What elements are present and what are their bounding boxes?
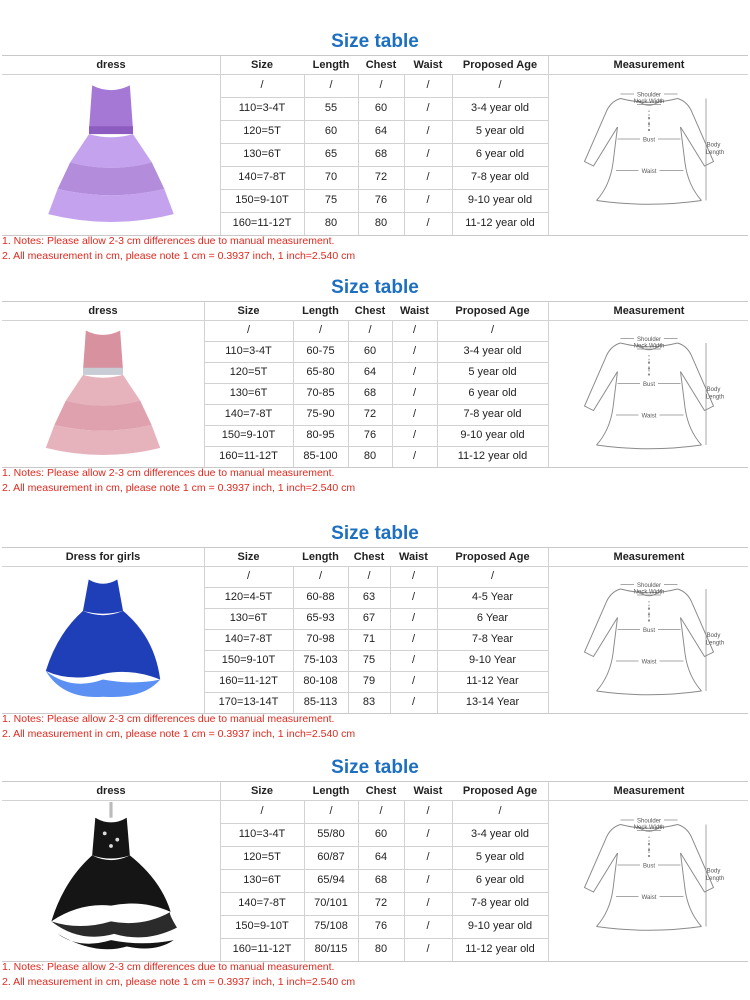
table-cell: / xyxy=(412,366,417,378)
bust-label: Bust xyxy=(642,863,656,870)
table-cell: 68 xyxy=(374,148,388,160)
measurement-illustration xyxy=(574,804,724,949)
table-cell: 5 year old xyxy=(475,851,525,863)
shoulder-label: Shoulder xyxy=(636,582,662,589)
table-cell: 55/80 xyxy=(317,828,345,840)
svg-text:Length: Length xyxy=(705,876,724,882)
measurement-illustration xyxy=(574,78,724,223)
table-cell: 65 xyxy=(324,148,338,160)
table-cell: 80 xyxy=(324,217,338,229)
neck-width-label: Neck Width xyxy=(633,343,665,350)
table-cell: 5 year old xyxy=(475,125,525,137)
table-cell: / xyxy=(498,79,502,91)
chest-column-header: Chest xyxy=(353,551,385,563)
size-table-title: Size table xyxy=(331,31,419,52)
table-cell: / xyxy=(260,805,264,817)
measurement-illustration xyxy=(574,570,724,712)
table-cell: 6 year old xyxy=(475,148,525,160)
column-divider xyxy=(548,56,549,235)
table-cell: 160=11-12T xyxy=(232,217,292,229)
chest-column-header: Chest xyxy=(354,305,386,317)
waist-column-header: Waist xyxy=(399,551,428,563)
table-cell: 55 xyxy=(324,102,338,114)
table-cell: 110=3-4T xyxy=(238,102,286,114)
measurement-diagram xyxy=(574,570,724,707)
size-table-block xyxy=(0,755,750,996)
age-column-header: Proposed Age xyxy=(462,785,538,797)
shoulder-label: Shoulder xyxy=(636,336,662,343)
table-cell: / xyxy=(329,805,333,817)
table-cell: / xyxy=(318,324,323,336)
svg-text:Length: Length xyxy=(705,640,724,647)
bust-label: Bust xyxy=(642,137,656,144)
table-cell: / xyxy=(368,324,372,336)
table-cell: 70/101 xyxy=(314,897,348,909)
dress-photo xyxy=(6,76,216,238)
table-cell: / xyxy=(411,675,416,687)
measurement-diagram xyxy=(574,804,724,944)
size-table-title: Size table xyxy=(331,757,419,778)
table-cell: 130=6T xyxy=(243,874,281,886)
neck-width-label: Neck Width xyxy=(633,589,665,596)
table-cell: 110=3-4T xyxy=(225,345,272,357)
age-column-header: Proposed Age xyxy=(455,305,530,317)
table-cell: 11-12 year old xyxy=(465,217,535,229)
table-cell: 3-4 year old xyxy=(470,102,530,114)
table-cell: 64 xyxy=(374,125,388,137)
table-cell: 68 xyxy=(363,387,377,399)
waist-column-header: Waist xyxy=(400,305,429,317)
size-table xyxy=(2,547,748,714)
table-cell: 80 xyxy=(374,217,388,229)
table-cell: / xyxy=(411,612,416,624)
table-cell: 140=7-8T xyxy=(224,408,273,420)
size-table-block xyxy=(0,275,750,502)
measurement-diagram xyxy=(574,324,724,461)
table-cell: 130=6T xyxy=(229,387,268,399)
table-cell: / xyxy=(498,805,502,817)
table-cell: / xyxy=(490,324,495,336)
measurement-column-header: Measurement xyxy=(613,551,685,563)
table-cell: 80 xyxy=(374,943,388,955)
table-cell: 6 year old xyxy=(475,874,525,886)
table-cell: 67 xyxy=(362,612,376,624)
table-cell: / xyxy=(426,943,430,955)
table-cell: / xyxy=(246,324,251,336)
table-cell: 9-10 year old xyxy=(467,194,533,206)
table-cell: 65/94 xyxy=(317,874,345,886)
dress-photo xyxy=(18,568,188,716)
table-cell: / xyxy=(426,194,430,206)
dress-photo xyxy=(16,802,206,964)
table-cell: 11-12 Year xyxy=(466,675,519,687)
table-cell: 9-10 year old xyxy=(460,429,525,441)
length-column-header: Length xyxy=(302,305,339,317)
table-cell: / xyxy=(412,408,417,420)
measurement-illustration xyxy=(574,324,724,466)
measurement-column-header: Measurement xyxy=(613,305,685,317)
product-column-header: dress xyxy=(88,305,118,317)
svg-text:Length: Length xyxy=(705,150,724,156)
table-cell: 68 xyxy=(374,874,388,886)
table-cell: / xyxy=(412,345,417,357)
column-divider xyxy=(548,548,549,713)
table-cell: 11-12 year old xyxy=(457,450,528,462)
waist-label: Waist xyxy=(641,659,657,666)
table-cell: / xyxy=(246,570,251,582)
table-cell: 150=9-10T xyxy=(221,654,276,666)
table-cell: / xyxy=(426,805,430,817)
table-cell: / xyxy=(379,79,383,91)
table-cell: 7-8 year old xyxy=(470,171,530,183)
table-cell: / xyxy=(329,79,333,91)
table-cell: / xyxy=(260,79,264,91)
table-cell: 120=5T xyxy=(243,851,281,863)
table-cell: 80-108 xyxy=(303,675,338,687)
table-cell: 130=6T xyxy=(243,148,281,160)
table-cell: / xyxy=(426,171,430,183)
table-cell: 80/115 xyxy=(314,943,348,955)
table-cell: 9-10 year old xyxy=(467,920,533,932)
table-cell: 80 xyxy=(363,450,377,462)
table-cell: / xyxy=(412,387,417,399)
table-cell: / xyxy=(411,591,416,603)
table-cell: 170=13-14T xyxy=(218,696,279,708)
table-cell: 60 xyxy=(363,345,377,357)
size-table-block xyxy=(0,29,750,270)
waist-column-header: Waist xyxy=(413,59,443,71)
table-cell: 6 Year xyxy=(476,612,509,624)
table-cell: 60-88 xyxy=(306,591,335,603)
table-cell: 13-14 Year xyxy=(465,696,520,708)
table-cell: 75/108 xyxy=(314,920,348,932)
column-divider xyxy=(548,782,549,961)
table-cell: 63 xyxy=(362,591,376,603)
table-cell: 72 xyxy=(374,171,388,183)
table-cell: / xyxy=(426,217,430,229)
table-cell: / xyxy=(426,102,430,114)
table-cell: / xyxy=(367,570,371,582)
table-cell: 9-10 Year xyxy=(468,654,517,666)
table-cell: / xyxy=(412,429,417,441)
measurement-note: 1. Notes: Please allow 2-3 cm differences due to manual measurement. xyxy=(2,235,335,247)
neck-width-label: Neck Width xyxy=(633,825,665,831)
table-cell: / xyxy=(426,897,430,909)
table-cell: / xyxy=(426,920,430,932)
body-length-label: Body xyxy=(706,633,721,639)
table-cell: / xyxy=(490,570,495,582)
size-table xyxy=(2,301,748,468)
measurement-note: 1. Notes: Please allow 2-3 cm differences due to manual measurement. xyxy=(2,713,335,725)
chest-column-header: Chest xyxy=(365,59,397,71)
measurement-note: 2. All measurement in cm, please note 1 cm = 0.3937 inch, 1 inch=2.540 cm xyxy=(2,728,356,740)
table-cell: 64 xyxy=(363,366,377,378)
table-cell: 120=5T xyxy=(243,125,281,137)
table-cell: 76 xyxy=(374,194,388,206)
measurement-diagram xyxy=(574,78,724,218)
size-column-header: Size xyxy=(237,551,260,563)
table-cell: 75 xyxy=(362,654,376,666)
table-cell: 75 xyxy=(324,194,338,206)
table-cell: / xyxy=(426,125,430,137)
table-cell: 65-93 xyxy=(306,612,335,624)
table-cell: 140=7-8T xyxy=(224,633,273,645)
table-cell: 140=7-8T xyxy=(238,171,286,183)
size-table-block xyxy=(0,521,750,748)
measurement-note: 2. All measurement in cm, please note 1 cm = 0.3937 inch, 1 inch=2.540 cm xyxy=(2,976,356,988)
table-cell: 160=11-12T xyxy=(232,943,292,955)
table-cell: 75-103 xyxy=(303,654,338,666)
table-cell: 75-90 xyxy=(306,408,335,420)
waist-label: Waist xyxy=(641,168,657,175)
table-cell: 60 xyxy=(374,828,388,840)
table-cell: / xyxy=(426,851,430,863)
neck-width-label: Neck Width xyxy=(633,99,665,105)
table-cell: 76 xyxy=(363,429,377,441)
bust-label: Bust xyxy=(642,627,656,634)
table-cell: 110=3-4T xyxy=(238,828,286,840)
body-length-label: Body xyxy=(706,868,721,875)
table-cell: / xyxy=(411,633,416,645)
size-column-header: Size xyxy=(237,305,260,317)
table-cell: 160=11-12T xyxy=(219,675,278,687)
table-cell: / xyxy=(426,79,430,91)
table-cell: 71 xyxy=(362,633,376,645)
table-cell: 72 xyxy=(374,897,388,909)
measurement-note: 1. Notes: Please allow 2-3 cm differences due to manual measurement. xyxy=(2,467,335,479)
table-cell: 80-95 xyxy=(306,429,335,441)
table-cell: 70-98 xyxy=(306,633,335,645)
table-cell: 150=9-10T xyxy=(235,920,289,932)
bust-label: Bust xyxy=(642,381,656,388)
table-cell: 65-80 xyxy=(306,366,335,378)
product-column-header: dress xyxy=(96,59,126,71)
svg-text:Length: Length xyxy=(705,394,724,401)
age-column-header: Proposed Age xyxy=(462,59,538,71)
table-cell: 76 xyxy=(374,920,388,932)
shoulder-label: Shoulder xyxy=(636,818,662,825)
table-cell: 79 xyxy=(362,675,376,687)
table-cell: 150=9-10T xyxy=(235,194,289,206)
size-table-title: Size table xyxy=(331,523,419,544)
table-cell: 3-4 year old xyxy=(463,345,522,357)
table-cell: 70 xyxy=(324,171,338,183)
table-cell: 7-8 year old xyxy=(470,897,530,909)
product-column-header: dress xyxy=(96,785,126,797)
length-column-header: Length xyxy=(302,551,339,563)
table-cell: / xyxy=(426,148,430,160)
table-cell: 120=4-5T xyxy=(224,591,273,603)
table-cell: / xyxy=(426,874,430,886)
table-cell: / xyxy=(379,805,383,817)
age-column-header: Proposed Age xyxy=(455,551,530,563)
table-cell: 64 xyxy=(374,851,388,863)
measurement-note: 2. All measurement in cm, please note 1 cm = 0.3937 inch, 1 inch=2.540 cm xyxy=(2,482,356,494)
table-cell: / xyxy=(411,696,416,708)
product-column-header: Dress for girls xyxy=(65,551,141,563)
table-cell: / xyxy=(412,324,417,336)
waist-column-header: Waist xyxy=(413,785,443,797)
table-cell: 6 year old xyxy=(468,387,517,399)
size-column-header: Size xyxy=(250,59,273,71)
table-cell: 140=7-8T xyxy=(238,897,286,909)
measurement-note: 1. Notes: Please allow 2-3 cm differences due to manual measurement. xyxy=(2,961,335,973)
length-column-header: Length xyxy=(312,785,350,797)
table-cell: 7-8 Year xyxy=(472,633,513,645)
shoulder-label: Shoulder xyxy=(636,92,662,99)
table-cell: 60 xyxy=(374,102,388,114)
table-cell: 85-113 xyxy=(303,696,338,708)
measurement-column-header: Measurement xyxy=(613,59,685,71)
table-cell: / xyxy=(411,654,416,666)
table-cell: 85-100 xyxy=(303,450,338,462)
table-cell: / xyxy=(412,450,417,462)
table-cell: 60-75 xyxy=(306,345,335,357)
table-cell: 130=6T xyxy=(229,612,268,624)
table-cell: 70-85 xyxy=(306,387,335,399)
column-divider xyxy=(548,302,549,467)
table-cell: 120=5T xyxy=(229,366,268,378)
size-table-title: Size table xyxy=(331,277,419,298)
table-cell: 4-5 Year xyxy=(472,591,513,603)
table-cell: 83 xyxy=(362,696,376,708)
chest-column-header: Chest xyxy=(365,785,397,797)
measurement-note: 2. All measurement in cm, please note 1 cm = 0.3937 inch, 1 inch=2.540 cm xyxy=(2,250,356,262)
dress-photo xyxy=(18,322,188,470)
body-length-label: Body xyxy=(706,142,721,149)
table-cell: 160=11-12T xyxy=(219,450,278,462)
waist-label: Waist xyxy=(641,894,657,901)
table-cell: / xyxy=(411,570,416,582)
size-table xyxy=(2,781,748,962)
table-cell: / xyxy=(318,570,323,582)
waist-label: Waist xyxy=(641,413,657,420)
size-column-header: Size xyxy=(250,785,273,797)
table-cell: 7-8 year old xyxy=(463,408,522,420)
table-cell: 11-12 year old xyxy=(465,943,535,955)
table-cell: 60/87 xyxy=(317,851,345,863)
table-cell: 72 xyxy=(363,408,377,420)
measurement-column-header: Measurement xyxy=(613,785,685,797)
body-length-label: Body xyxy=(706,387,721,393)
size-table xyxy=(2,55,748,236)
table-cell: 5 year old xyxy=(468,366,517,378)
table-cell: 3-4 year old xyxy=(470,828,530,840)
table-cell: 150=9-10T xyxy=(221,429,276,441)
table-cell: 60 xyxy=(324,125,338,137)
table-cell: / xyxy=(426,828,430,840)
length-column-header: Length xyxy=(312,59,350,71)
